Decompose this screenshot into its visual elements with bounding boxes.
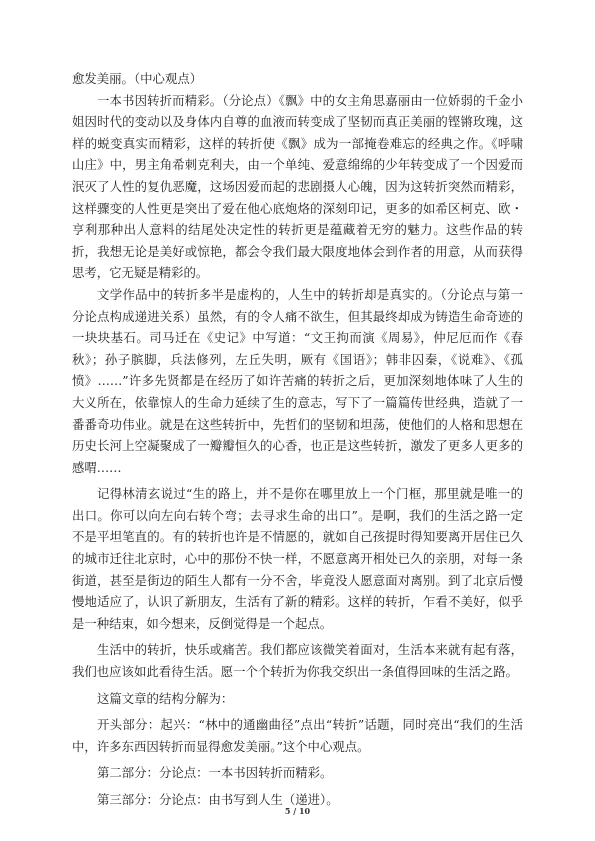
paragraph-book-argument: 一本书因转折而精彩。（分论点）《飘》中的女主角思嘉丽由一位娇弱的千金小姐因时代的变动以及身体内自尊的血液而转变成了坚韧而真正美丽的铿锵玫瑰，这样的蜕变真实而精彩，这样的转折使《飘》成为一部掩卷难忘的经典之作。《呼啸山庄》中，男主角希刺克利夫，由一个单纯、爱意绵绵的少年转变成了一个因爱而泯灭了人性的复仇恶魔，这场因爱而起的悲剧摄人心魄，因为这转折突然而精彩，这样骤变的人性更是突出了爱在他心底炮烙的深刻印记，更多的如希区柯克、欧・亨利那种出人意料的结尾处决定性的转折更是蕴藏着无穷的魅力。这些作品的转折，我想无论是美好或惊艳，都会令我们最大限度地体会到作者的用意，从而获得思考，它无疑是精彩的。 xyxy=(72,92,523,281)
paragraph-conclusion: 生活中的转折，快乐或痛苦。我们都应该微笑着面对，生活本来就有起有落，我们也应该如此看待生活。愿一个个转折为你我交织出一条值得回味的生活之路。 xyxy=(72,642,523,680)
paragraph-structure-part3: 第三部分：分论点：由书写到人生（递进）。 xyxy=(97,792,339,807)
paragraph-intro-tail: 愈发美丽。（中心观点） xyxy=(72,71,203,86)
paragraph-personal-example: 记得林清玄说过“生的路上，并不是你在哪里放上一个门框，那里就是唯一的出口。你可以向左向右转个弯；去寻求生命的出口”。是啊，我们的生活之路一定不是平坦笔直的。有的转折也许是不情愿的，就如自己孩提时得知要离开居住已久的城市迁往北京时，心中的那份不快一样，不愿意离开相处已久的亲朋，对每一条街道，甚至是街边的陌生人都有一分不舍，毕竟没人愿意面对离别。到了北京后慢慢地适应了，认识了新朋友，生活有了新的精彩。这样的转折，乍看不美好，似乎是一种结束，如今想来，反倒觉得是一个起点。 xyxy=(72,486,523,631)
paragraph-structure-heading: 这篇文章的结构分解为： xyxy=(97,690,234,706)
page-number: 5 / 10 xyxy=(284,806,311,816)
paragraph-life-argument: 文学作品中的转折多半是虚构的，人生中的转折却是真实的。（分论点与第一分论点构成递进关系）虽然，有的令人痛不欲生，但其最终却成为铸造生命奇迹的一块块基石。司马迁在《史记》中写道：“文王拘而演《周易》，仲尼厄而作《春秋》；孙子膑脚，兵法修列，左丘失明，厥有《国语》；韩非囚秦，《说难》、《孤愤》……”许多先贤都是在经历了如许苦痛的转折之后，更加深刻地体味了人生的大义所在，依靠惊人的生命力延续了生的意志，写下了一篇篇传世经典，造就了一番番奇功伟业。就是在这些转折中，先哲们的坚韧和坦荡，使他们的人格和思想在历史长河上空凝聚成了一瓣瓣恒久的心香，也正是这些转折，激发了更多人更多的感喟…… xyxy=(72,286,523,475)
paragraph-structure-part2: 第二部分：分论点：一本书因转折而精彩。 xyxy=(97,765,333,781)
paragraph-structure-opening: 开头部分：起兴：“林中的通幽曲径”点出“转折”话题，同时亮出“我们的生活中，许多东西因转折而显得愈发美丽。”这个中心观点。 xyxy=(72,717,523,754)
